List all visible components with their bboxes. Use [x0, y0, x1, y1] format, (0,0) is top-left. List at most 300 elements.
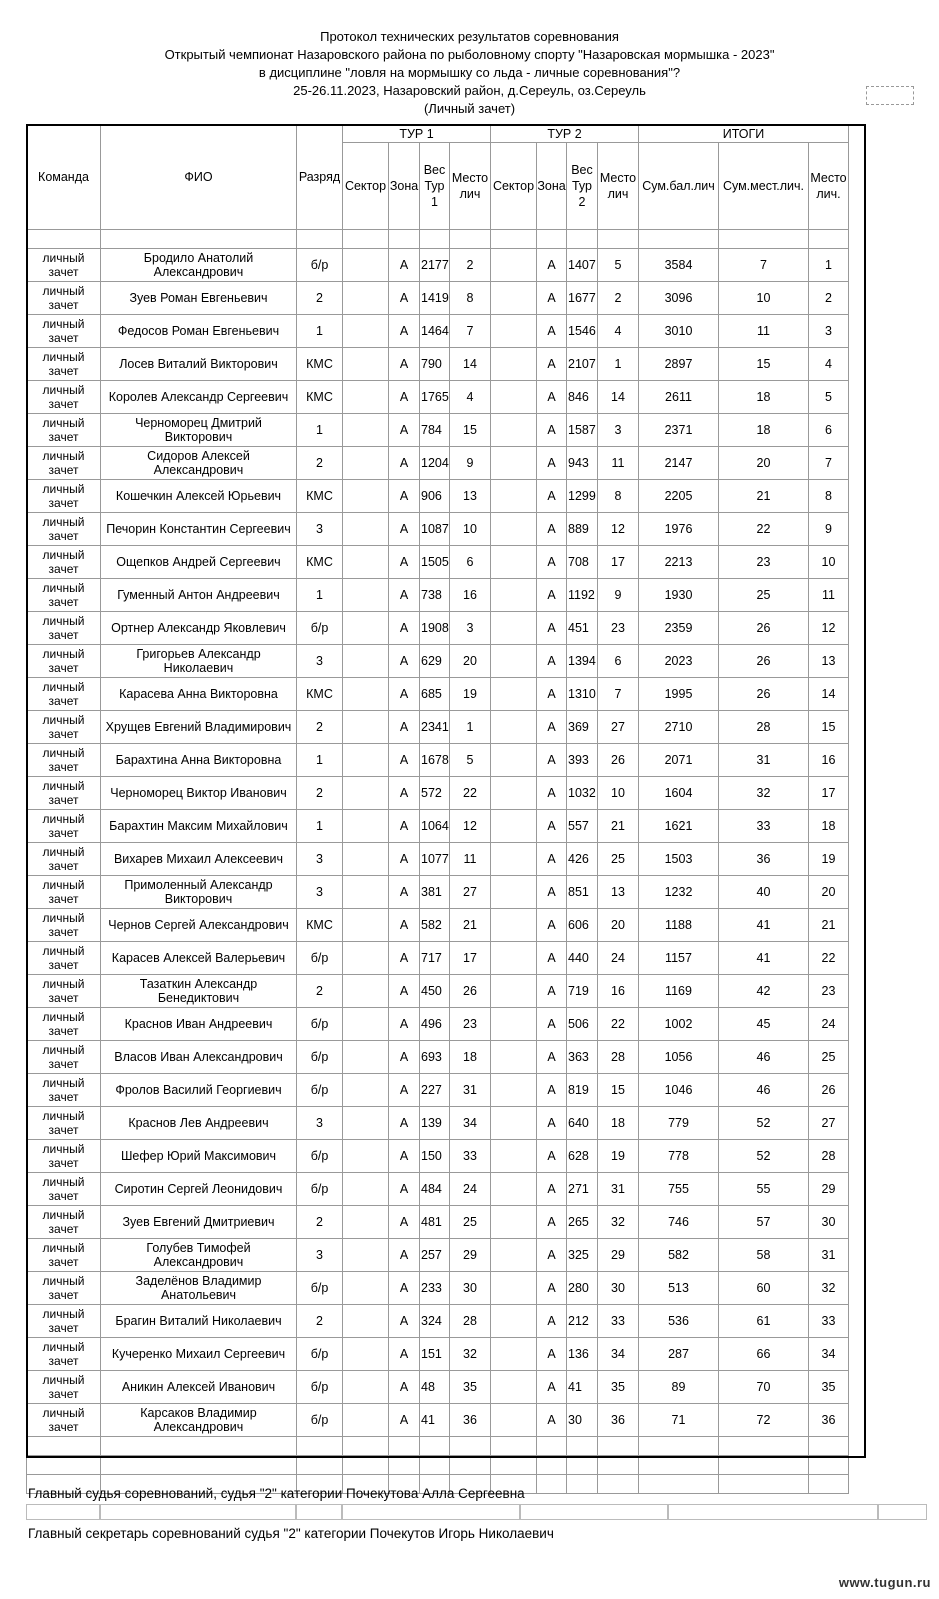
table-row [27, 513, 849, 546]
final-place-cell: 12 [809, 612, 849, 645]
place1-cell: 14 [450, 348, 491, 381]
zone1-cell: А [389, 1140, 420, 1173]
place2-cell: 22 [598, 1008, 639, 1041]
col-final-place-header: Место лич. [809, 143, 849, 230]
place2-cell: 2 [598, 282, 639, 315]
table-row [27, 942, 849, 975]
sum-points-cell: 89 [639, 1371, 719, 1404]
rank-cell: б/р [297, 1140, 343, 1173]
rank-cell: КМС [297, 678, 343, 711]
table-row [27, 447, 849, 480]
place2-cell: 19 [598, 1140, 639, 1173]
weight2-cell: 41 [567, 1371, 598, 1404]
weight1-cell: 1765 [420, 381, 450, 414]
rank-cell: 3 [297, 843, 343, 876]
fio-cell: Федосов Роман Евгеньевич [101, 315, 297, 348]
place1-cell: 12 [450, 810, 491, 843]
sum-places-cell: 36 [719, 843, 809, 876]
chief-judge-line: Главный судья соревнований, судья "2" категории Почекутова Алла Сергеевна [28, 1486, 525, 1501]
team-cell: личный зачет [27, 876, 101, 909]
zone2-cell: А [537, 1041, 567, 1074]
sector2-cell [491, 843, 537, 876]
col-sum-points-header: Сум.бал.лич [639, 143, 719, 230]
zone1-cell: А [389, 579, 420, 612]
sector1-cell [343, 876, 389, 909]
zone1-cell: А [389, 843, 420, 876]
place1-cell: 28 [450, 1305, 491, 1338]
table-row [27, 711, 849, 744]
table-row [27, 975, 849, 1008]
rank-cell: 2 [297, 975, 343, 1008]
zone2-cell: А [537, 1371, 567, 1404]
zone2-cell: А [537, 744, 567, 777]
sum-points-cell: 2710 [639, 711, 719, 744]
table-row [27, 249, 849, 282]
sum-places-cell: 26 [719, 645, 809, 678]
place2-cell: 7 [598, 678, 639, 711]
zone1-cell: А [389, 447, 420, 480]
sector1-cell [343, 1206, 389, 1239]
sum-places-cell: 66 [719, 1338, 809, 1371]
zone2-cell: А [537, 513, 567, 546]
zone2-cell: А [537, 1107, 567, 1140]
zone2-cell: А [537, 843, 567, 876]
document-header [0, 28, 939, 118]
sector2-cell [491, 546, 537, 579]
table-row [27, 1173, 849, 1206]
weight1-cell: 1077 [420, 843, 450, 876]
tour1-header: ТУР 1 [343, 125, 491, 143]
sector1-cell [343, 843, 389, 876]
zone1-cell: А [389, 348, 420, 381]
weight1-cell: 233 [420, 1272, 450, 1305]
sector2-cell [491, 1107, 537, 1140]
fio-cell: Ортнер Александр Яковлевич [101, 612, 297, 645]
table-row [27, 1107, 849, 1140]
sector1-cell [343, 1041, 389, 1074]
sum-points-cell: 1976 [639, 513, 719, 546]
sum-places-cell: 31 [719, 744, 809, 777]
team-cell: личный зачет [27, 1041, 101, 1074]
sum-points-cell: 2371 [639, 414, 719, 447]
header-spacer-row [27, 230, 849, 249]
final-place-cell: 15 [809, 711, 849, 744]
table-row [27, 612, 849, 645]
sum-places-cell: 41 [719, 909, 809, 942]
weight2-cell: 2107 [567, 348, 598, 381]
place2-cell: 31 [598, 1173, 639, 1206]
sector1-cell [343, 1173, 389, 1206]
fio-cell: Примоленный Александр Викторович [101, 876, 297, 909]
rank-cell: КМС [297, 381, 343, 414]
sector1-cell [343, 513, 389, 546]
table-row [27, 1272, 849, 1305]
sum-places-cell: 45 [719, 1008, 809, 1041]
sector2-cell [491, 1305, 537, 1338]
table-row [27, 1074, 849, 1107]
zone1-cell: А [389, 282, 420, 315]
sector2-cell [491, 1074, 537, 1107]
final-place-cell: 19 [809, 843, 849, 876]
weight2-cell: 606 [567, 909, 598, 942]
rank-cell: 3 [297, 513, 343, 546]
sum-points-cell: 1503 [639, 843, 719, 876]
team-cell: личный зачет [27, 1074, 101, 1107]
place2-cell: 20 [598, 909, 639, 942]
place1-cell: 22 [450, 777, 491, 810]
zone2-cell: А [537, 348, 567, 381]
col-place2-header: Место лич [598, 143, 639, 230]
rank-cell: б/р [297, 1008, 343, 1041]
weight1-cell: 582 [420, 909, 450, 942]
zone1-cell: А [389, 777, 420, 810]
table-row [27, 546, 849, 579]
table-row [27, 381, 849, 414]
rank-cell: б/р [297, 1041, 343, 1074]
place1-cell: 20 [450, 645, 491, 678]
final-place-cell: 2 [809, 282, 849, 315]
sector1-cell [343, 249, 389, 282]
zone2-cell: А [537, 1074, 567, 1107]
weight1-cell: 1087 [420, 513, 450, 546]
table-row [27, 1239, 849, 1272]
sum-points-cell: 2205 [639, 480, 719, 513]
sector2-cell [491, 1404, 537, 1437]
rank-cell: 2 [297, 1305, 343, 1338]
final-place-cell: 20 [809, 876, 849, 909]
team-cell: личный зачет [27, 909, 101, 942]
weight1-cell: 450 [420, 975, 450, 1008]
place2-cell: 3 [598, 414, 639, 447]
rank-cell: б/р [297, 1338, 343, 1371]
sum-points-cell: 1188 [639, 909, 719, 942]
totals-header: ИТОГИ [639, 125, 849, 143]
sum-places-cell: 60 [719, 1272, 809, 1305]
sector2-cell [491, 942, 537, 975]
team-cell: личный зачет [27, 480, 101, 513]
team-cell: личный зачет [27, 678, 101, 711]
zone2-cell: А [537, 1140, 567, 1173]
fio-cell: Лосев Виталий Викторович [101, 348, 297, 381]
sum-places-cell: 33 [719, 810, 809, 843]
weight2-cell: 440 [567, 942, 598, 975]
team-cell: личный зачет [27, 1008, 101, 1041]
zone1-cell: А [389, 711, 420, 744]
final-place-cell: 27 [809, 1107, 849, 1140]
sum-places-cell: 32 [719, 777, 809, 810]
col-place1-header: Место лич [450, 143, 491, 230]
fio-cell: Ощепков Андрей Сергеевич [101, 546, 297, 579]
weight1-cell: 1204 [420, 447, 450, 480]
place1-cell: 18 [450, 1041, 491, 1074]
sum-points-cell: 513 [639, 1272, 719, 1305]
team-cell: личный зачет [27, 1338, 101, 1371]
weight2-cell: 212 [567, 1305, 598, 1338]
sum-places-cell: 7 [719, 249, 809, 282]
weight2-cell: 628 [567, 1140, 598, 1173]
team-cell: личный зачет [27, 249, 101, 282]
place2-cell: 28 [598, 1041, 639, 1074]
table-row [27, 1338, 849, 1371]
weight2-cell: 30 [567, 1404, 598, 1437]
zone2-cell: А [537, 942, 567, 975]
sector2-cell [491, 315, 537, 348]
weight2-cell: 363 [567, 1041, 598, 1074]
place1-cell: 6 [450, 546, 491, 579]
sector1-cell [343, 711, 389, 744]
col-fio-header: ФИО [101, 125, 297, 230]
sum-points-cell: 1046 [639, 1074, 719, 1107]
zone2-cell: А [537, 711, 567, 744]
final-place-cell: 4 [809, 348, 849, 381]
col-team-header: Команда [27, 125, 101, 230]
final-place-cell: 33 [809, 1305, 849, 1338]
header-line-4: 25-26.11.2023, Назаровский район, д.Сереуль, оз.Сереуль [293, 83, 646, 98]
sum-points-cell: 2611 [639, 381, 719, 414]
sum-places-cell: 46 [719, 1041, 809, 1074]
weight1-cell: 693 [420, 1041, 450, 1074]
table-row [27, 810, 849, 843]
sector1-cell [343, 909, 389, 942]
table-row [27, 579, 849, 612]
weight2-cell: 1587 [567, 414, 598, 447]
weight1-cell: 1505 [420, 546, 450, 579]
sector1-cell [343, 1239, 389, 1272]
sum-points-cell: 287 [639, 1338, 719, 1371]
zone1-cell: А [389, 1041, 420, 1074]
sector2-cell [491, 678, 537, 711]
final-place-cell: 14 [809, 678, 849, 711]
fio-cell: Аникин Алексей Иванович [101, 1371, 297, 1404]
weight2-cell: 1546 [567, 315, 598, 348]
place2-cell: 18 [598, 1107, 639, 1140]
fio-cell: Чернов Сергей Александрович [101, 909, 297, 942]
team-cell: личный зачет [27, 447, 101, 480]
place2-cell: 33 [598, 1305, 639, 1338]
sector1-cell [343, 480, 389, 513]
weight2-cell: 1310 [567, 678, 598, 711]
team-cell: личный зачет [27, 645, 101, 678]
sector1-cell [343, 612, 389, 645]
team-cell: личный зачет [27, 711, 101, 744]
sum-places-cell: 42 [719, 975, 809, 1008]
weight1-cell: 481 [420, 1206, 450, 1239]
sector1-cell [343, 381, 389, 414]
final-place-cell: 22 [809, 942, 849, 975]
table-row [27, 1404, 849, 1437]
place2-cell: 21 [598, 810, 639, 843]
weight2-cell: 506 [567, 1008, 598, 1041]
sum-points-cell: 1621 [639, 810, 719, 843]
team-cell: личный зачет [27, 1107, 101, 1140]
sum-points-cell: 3096 [639, 282, 719, 315]
weight1-cell: 484 [420, 1173, 450, 1206]
sum-points-cell: 2023 [639, 645, 719, 678]
table-row [27, 414, 849, 447]
sector1-cell [343, 1107, 389, 1140]
table-row [27, 744, 849, 777]
rank-cell: 3 [297, 645, 343, 678]
table-row [27, 1206, 849, 1239]
zone2-cell: А [537, 381, 567, 414]
empty-rows [27, 1437, 849, 1494]
sector1-cell [343, 579, 389, 612]
zone2-cell: А [537, 612, 567, 645]
sum-places-cell: 61 [719, 1305, 809, 1338]
table-row [27, 876, 849, 909]
table-row [27, 348, 849, 381]
fio-cell: Хрущев Евгений Владимирович [101, 711, 297, 744]
fio-cell: Кучеренко Михаил Сергеевич [101, 1338, 297, 1371]
results-table [26, 124, 849, 1494]
place1-cell: 24 [450, 1173, 491, 1206]
sum-points-cell: 2147 [639, 447, 719, 480]
place2-cell: 23 [598, 612, 639, 645]
sector2-cell [491, 513, 537, 546]
final-place-cell: 6 [809, 414, 849, 447]
weight1-cell: 717 [420, 942, 450, 975]
sum-points-cell: 1995 [639, 678, 719, 711]
place2-cell: 4 [598, 315, 639, 348]
zone2-cell: А [537, 447, 567, 480]
sector2-cell [491, 777, 537, 810]
weight2-cell: 1394 [567, 645, 598, 678]
fio-cell: Карасев Алексей Валерьевич [101, 942, 297, 975]
sum-places-cell: 15 [719, 348, 809, 381]
weight2-cell: 889 [567, 513, 598, 546]
sum-places-cell: 23 [719, 546, 809, 579]
fio-cell: Григорьев Александр Николаевич [101, 645, 297, 678]
sector1-cell [343, 777, 389, 810]
col-sector1-header: Сектор [343, 143, 389, 230]
sum-places-cell: 52 [719, 1107, 809, 1140]
zone1-cell: А [389, 975, 420, 1008]
sum-places-cell: 55 [719, 1173, 809, 1206]
weight1-cell: 150 [420, 1140, 450, 1173]
zone1-cell: А [389, 513, 420, 546]
table-row [27, 1008, 849, 1041]
team-cell: личный зачет [27, 579, 101, 612]
zone2-cell: А [537, 1206, 567, 1239]
col-sum-places-header: Сум.мест.лич. [719, 143, 809, 230]
sum-places-cell: 72 [719, 1404, 809, 1437]
table-row [27, 315, 849, 348]
table-row [27, 843, 849, 876]
sector1-cell [343, 678, 389, 711]
place2-cell: 8 [598, 480, 639, 513]
sector1-cell [343, 414, 389, 447]
zone2-cell: А [537, 282, 567, 315]
final-place-cell: 24 [809, 1008, 849, 1041]
sum-places-cell: 70 [719, 1371, 809, 1404]
weight1-cell: 48 [420, 1371, 450, 1404]
place1-cell: 21 [450, 909, 491, 942]
header-line-2: Открытый чемпионат Назаровского района по рыболовному спорту "Назаровская мормышка - 2023" [164, 47, 775, 62]
col-weight1-header: Вес Тур 1 [420, 143, 450, 230]
sector1-cell [343, 348, 389, 381]
zone2-cell: А [537, 579, 567, 612]
fio-cell: Зуев Роман Евгеньевич [101, 282, 297, 315]
zone1-cell: А [389, 612, 420, 645]
weight1-cell: 496 [420, 1008, 450, 1041]
place2-cell: 6 [598, 645, 639, 678]
final-place-cell: 28 [809, 1140, 849, 1173]
col-sector2-header: Сектор [491, 143, 537, 230]
sector1-cell [343, 1008, 389, 1041]
zone1-cell: А [389, 1305, 420, 1338]
place2-cell: 26 [598, 744, 639, 777]
rank-cell: 1 [297, 744, 343, 777]
weight2-cell: 846 [567, 381, 598, 414]
sector2-cell [491, 1206, 537, 1239]
fio-cell: Черноморец Виктор Иванович [101, 777, 297, 810]
place1-cell: 29 [450, 1239, 491, 1272]
rank-cell: 3 [297, 1107, 343, 1140]
final-place-cell: 1 [809, 249, 849, 282]
zone1-cell: А [389, 1371, 420, 1404]
sector1-cell [343, 645, 389, 678]
sector2-cell [491, 579, 537, 612]
sector2-cell [491, 1371, 537, 1404]
weight2-cell: 819 [567, 1074, 598, 1107]
place2-cell: 25 [598, 843, 639, 876]
weight2-cell: 325 [567, 1239, 598, 1272]
zone1-cell: А [389, 1239, 420, 1272]
place1-cell: 8 [450, 282, 491, 315]
place1-cell: 15 [450, 414, 491, 447]
sum-points-cell: 779 [639, 1107, 719, 1140]
place1-cell: 13 [450, 480, 491, 513]
sum-points-cell: 1930 [639, 579, 719, 612]
rank-cell: б/р [297, 1074, 343, 1107]
results-body [27, 249, 849, 1437]
zone2-cell: А [537, 315, 567, 348]
team-cell: личный зачет [27, 513, 101, 546]
weight1-cell: 227 [420, 1074, 450, 1107]
place1-cell: 34 [450, 1107, 491, 1140]
sector1-cell [343, 546, 389, 579]
sum-points-cell: 1169 [639, 975, 719, 1008]
sum-places-cell: 46 [719, 1074, 809, 1107]
zone1-cell: А [389, 1173, 420, 1206]
table-row [27, 1041, 849, 1074]
sum-points-cell: 71 [639, 1404, 719, 1437]
sum-points-cell: 1056 [639, 1041, 719, 1074]
place1-cell: 11 [450, 843, 491, 876]
site-watermark: www.tugun.ru [838, 1575, 931, 1590]
weight1-cell: 139 [420, 1107, 450, 1140]
weight2-cell: 719 [567, 975, 598, 1008]
team-cell: личный зачет [27, 1239, 101, 1272]
sector2-cell [491, 1338, 537, 1371]
zone1-cell: А [389, 1404, 420, 1437]
fio-cell: Бродило Анатолий Александрович [101, 249, 297, 282]
sector2-cell [491, 876, 537, 909]
place1-cell: 10 [450, 513, 491, 546]
header-line-3: в дисциплине "ловля на мормышку со льда - личные соревнования"? [258, 65, 681, 80]
team-cell: личный зачет [27, 1371, 101, 1404]
rank-cell: КМС [297, 909, 343, 942]
fio-cell: Заделёнов Владимир Анатольевич [101, 1272, 297, 1305]
place1-cell: 16 [450, 579, 491, 612]
fio-cell: Краснов Лев Андреевич [101, 1107, 297, 1140]
place2-cell: 11 [598, 447, 639, 480]
rank-cell: б/р [297, 1173, 343, 1206]
sector1-cell [343, 810, 389, 843]
sum-places-cell: 25 [719, 579, 809, 612]
place1-cell: 23 [450, 1008, 491, 1041]
weight1-cell: 1064 [420, 810, 450, 843]
